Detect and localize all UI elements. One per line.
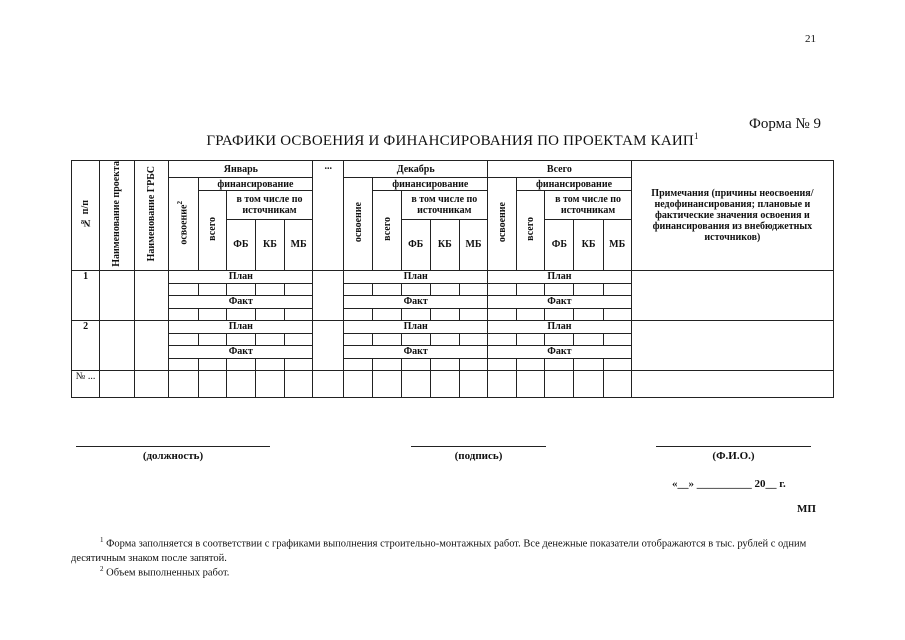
cell-value[interactable]	[459, 308, 487, 320]
cell-value[interactable]	[574, 370, 603, 397]
cell-value[interactable]	[459, 370, 487, 397]
cell-grbs[interactable]	[135, 370, 169, 397]
cell-value[interactable]	[373, 358, 401, 370]
cell-value[interactable]	[574, 283, 603, 295]
cell-value[interactable]	[169, 283, 198, 295]
header-total: Всего	[488, 161, 632, 178]
cell-value[interactable]	[430, 308, 459, 320]
cell-value[interactable]	[226, 370, 255, 397]
cell-value[interactable]	[169, 370, 198, 397]
header-osvoenie: освоение	[488, 178, 517, 271]
signature-line[interactable]	[411, 446, 546, 447]
signature-label: (подпись)	[454, 450, 503, 462]
cell-value[interactable]	[255, 370, 284, 397]
cell-value[interactable]	[373, 370, 401, 397]
title-text: ГРАФИКИ ОСВОЕНИЯ И ФИНАНСИРОВАНИЯ ПО ПРОЕКТАМ КАИП	[206, 133, 694, 149]
cell-ellipsis	[313, 370, 344, 397]
header-kb: КБ	[255, 219, 284, 270]
footnote-2-mark: 2	[100, 565, 104, 573]
cell-value[interactable]	[255, 333, 284, 345]
cell-value[interactable]	[545, 283, 574, 295]
cell-value[interactable]	[603, 308, 631, 320]
fact-label: Факт	[488, 345, 632, 358]
cell-value[interactable]	[574, 358, 603, 370]
fio-label: (Ф.И.О.)	[712, 450, 755, 462]
form-number: Форма № 9	[749, 116, 821, 132]
cell-value[interactable]	[545, 333, 574, 345]
header-fb: ФБ	[545, 219, 574, 270]
cell-ellipsis	[313, 320, 344, 370]
header-osvoenie: освоение	[344, 178, 373, 271]
cell-value[interactable]	[574, 333, 603, 345]
stamp-place-label: МП	[797, 503, 816, 515]
date-field[interactable]: «__» __________ 20__ г.	[672, 478, 786, 490]
header-vsego: всего	[198, 191, 226, 270]
fact-label: Факт	[344, 345, 488, 358]
plan-label: План	[344, 270, 488, 283]
cell-value[interactable]	[373, 333, 401, 345]
cell-value[interactable]	[344, 333, 373, 345]
plan-label: План	[344, 320, 488, 333]
header-financing: финансирование	[373, 178, 488, 191]
cell-value[interactable]	[344, 308, 373, 320]
page-number: 21	[805, 33, 816, 45]
cell-value[interactable]	[603, 333, 631, 345]
cell-value[interactable]	[488, 283, 517, 295]
cell-value[interactable]	[574, 308, 603, 320]
cell-project[interactable]	[100, 270, 135, 320]
cell-value[interactable]	[401, 370, 430, 397]
header-project: Наименование проекта	[100, 161, 135, 271]
header-incl-sources: в том числе по источникам	[545, 191, 631, 219]
header-num: № п/п	[72, 161, 100, 271]
cell-value[interactable]	[344, 283, 373, 295]
header-financing: финансирование	[198, 178, 313, 191]
cell-value[interactable]	[603, 283, 631, 295]
fact-label: Факт	[169, 295, 313, 308]
cell-value[interactable]	[488, 308, 517, 320]
cell-value[interactable]	[198, 308, 226, 320]
plan-label: План	[488, 320, 632, 333]
cell-value[interactable]	[517, 370, 545, 397]
cell-value[interactable]	[430, 283, 459, 295]
cell-grbs[interactable]	[135, 320, 169, 370]
header-mb: МБ	[603, 219, 631, 270]
cell-value[interactable]	[198, 283, 226, 295]
cell-value[interactable]	[430, 333, 459, 345]
table-row	[72, 370, 834, 397]
cell-value[interactable]	[545, 370, 574, 397]
cell-value[interactable]	[198, 333, 226, 345]
cell-value[interactable]	[488, 370, 517, 397]
header-vsego: всего	[517, 191, 545, 270]
footnote-1-text: Форма заполняется в соответствии с графиками выполнения строительно-монтажных работ. Все денежные показатели отображаются в тыс. рублей с одним десятичным знаком после запятой.	[71, 538, 807, 564]
cell-value[interactable]	[169, 358, 198, 370]
cell-value[interactable]	[169, 308, 198, 320]
header-financing: финансирование	[517, 178, 632, 191]
cell-value[interactable]	[401, 308, 430, 320]
cell-value[interactable]	[373, 308, 401, 320]
cell-value[interactable]	[285, 308, 313, 320]
cell-value[interactable]	[603, 358, 631, 370]
cell-value[interactable]	[344, 358, 373, 370]
fact-label: Факт	[488, 295, 632, 308]
header-grbs: Наименование ГРБС	[135, 161, 169, 271]
cell-notes[interactable]	[631, 270, 833, 320]
cell-value[interactable]	[285, 283, 313, 295]
cell-ellipsis	[313, 270, 344, 320]
plan-label: План	[169, 270, 313, 283]
cell-value[interactable]	[517, 358, 545, 370]
header-ellipsis: ...	[313, 161, 344, 271]
header-fb: ФБ	[401, 219, 430, 270]
header-month-january: Январь	[169, 161, 313, 178]
cell-value[interactable]	[517, 333, 545, 345]
footnote-1	[71, 536, 823, 566]
schedule-table	[71, 160, 834, 398]
footnote-2-text: Объем выполненных работ.	[106, 567, 230, 579]
row-number: 1	[72, 270, 100, 320]
cell-grbs[interactable]	[135, 270, 169, 320]
footnote-2	[100, 565, 800, 581]
cell-value[interactable]	[373, 283, 401, 295]
row-number: № ...	[72, 370, 100, 397]
header-vsego: всего	[373, 191, 401, 270]
cell-value[interactable]	[459, 333, 487, 345]
cell-value[interactable]	[285, 370, 313, 397]
cell-value[interactable]	[255, 358, 284, 370]
cell-value[interactable]	[459, 283, 487, 295]
header-incl-sources: в том числе по источникам	[226, 191, 312, 219]
cell-value[interactable]	[401, 358, 430, 370]
cell-notes[interactable]	[631, 370, 833, 397]
cell-value[interactable]	[198, 358, 226, 370]
header-incl-sources: в том числе по источникам	[401, 191, 487, 219]
cell-value[interactable]	[517, 308, 545, 320]
title-footnote-mark: 1	[693, 131, 699, 141]
cell-notes[interactable]	[631, 320, 833, 370]
cell-project[interactable]	[100, 320, 135, 370]
cell-value[interactable]	[169, 333, 198, 345]
cell-value[interactable]	[401, 283, 430, 295]
header-mb: МБ	[459, 219, 487, 270]
position-line[interactable]	[76, 446, 270, 447]
table-row	[72, 270, 834, 283]
page-title	[0, 131, 905, 150]
plan-label: План	[169, 320, 313, 333]
cell-value[interactable]	[285, 333, 313, 345]
header-osvoenie: освоение$^2$	[169, 178, 198, 271]
cell-value[interactable]	[198, 370, 226, 397]
fact-label: Факт	[169, 345, 313, 358]
fio-line[interactable]	[656, 446, 811, 447]
cell-value[interactable]	[226, 283, 255, 295]
header-kb: КБ	[430, 219, 459, 270]
header-mb: МБ	[285, 219, 313, 270]
header-month-december: Декабрь	[344, 161, 488, 178]
cell-value[interactable]	[459, 358, 487, 370]
cell-value[interactable]	[517, 283, 545, 295]
cell-value[interactable]	[603, 370, 631, 397]
cell-value[interactable]	[226, 358, 255, 370]
cell-value[interactable]	[430, 370, 459, 397]
position-label: (должность)	[142, 450, 204, 462]
cell-value[interactable]	[255, 283, 284, 295]
cell-value[interactable]	[285, 358, 313, 370]
table-row	[72, 320, 834, 333]
cell-value[interactable]	[545, 358, 574, 370]
header-kb: КБ	[574, 219, 603, 270]
cell-value[interactable]	[401, 333, 430, 345]
cell-value[interactable]	[488, 333, 517, 345]
row-number: 2	[72, 320, 100, 370]
cell-value[interactable]	[430, 358, 459, 370]
cell-value[interactable]	[226, 333, 255, 345]
cell-project[interactable]	[100, 370, 135, 397]
header-fb: ФБ	[226, 219, 255, 270]
cell-value[interactable]	[344, 370, 373, 397]
cell-value[interactable]	[226, 308, 255, 320]
cell-value[interactable]	[488, 358, 517, 370]
cell-value[interactable]	[255, 308, 284, 320]
fact-label: Факт	[344, 295, 488, 308]
cell-value[interactable]	[545, 308, 574, 320]
footnote-1-mark: 1	[100, 536, 104, 544]
header-notes: Примечания (причины неосвоения/недофинансирования; плановые и фактические значения освоения и финансирования из внебюджетных источников)	[631, 161, 833, 271]
plan-label: План	[488, 270, 632, 283]
